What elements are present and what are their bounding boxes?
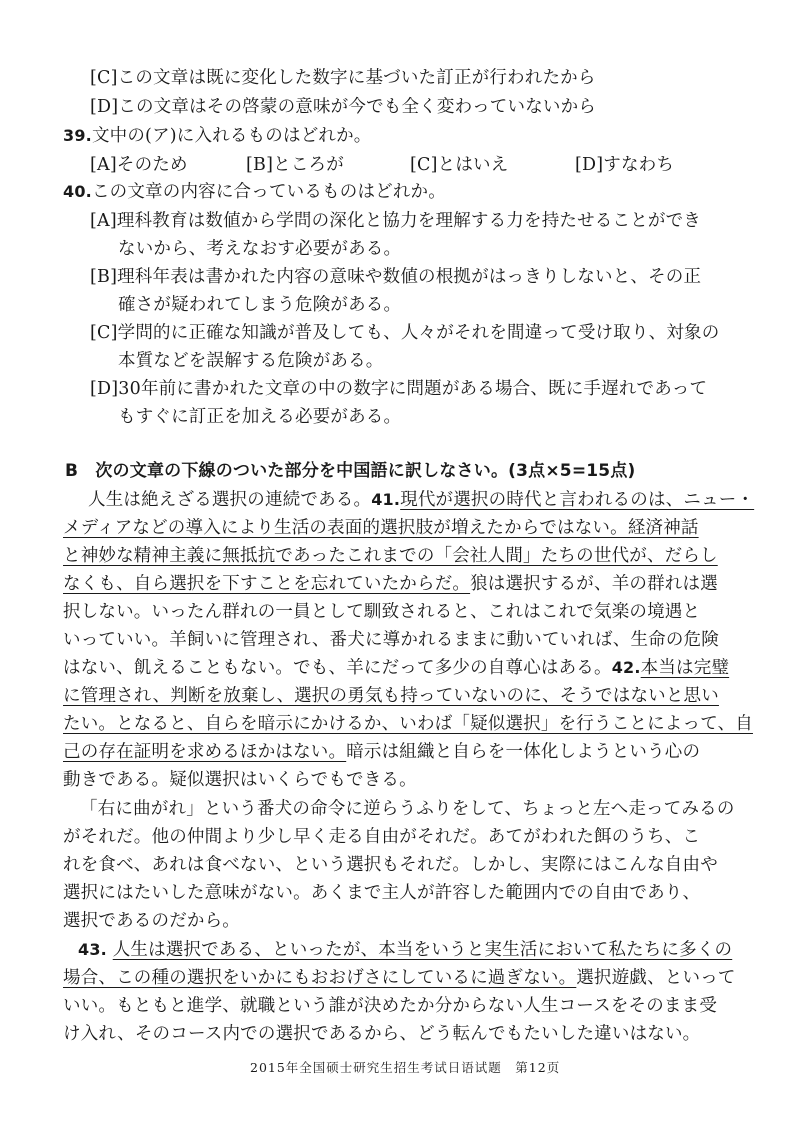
passage-p2-line-4: 選択にはたいした意味がない。あくまで主人が許容した範囲内での自由であり、 bbox=[63, 883, 701, 903]
q39-option-d: [D]すなわち bbox=[575, 155, 675, 175]
passage-text: はない、飢えることもない。でも、羊にだって多少の自尊心はある。 bbox=[63, 658, 612, 678]
q42-underlined-end: 己の存在証明を求めるほかはない。 bbox=[63, 742, 347, 762]
q40-option-a-line1: [A]理科教育は数値から学問の深化と協力を理解する力を持たせることができ bbox=[90, 211, 701, 231]
passage-line-10 bbox=[63, 740, 700, 764]
q41-underlined-end: なくも、自ら選択を下すことを忘れていたからだ。 bbox=[63, 574, 471, 594]
passage-line-11: 動きである。疑似選択はいくらでもできる。 bbox=[63, 770, 417, 790]
q40-stem-line bbox=[63, 180, 446, 204]
passage-text: 選択遊戯、といって bbox=[576, 968, 736, 988]
q40-option-b-line2: 確さが疑われてしまう危険がある。 bbox=[118, 295, 402, 315]
q42-underlined: 本当は完璧 bbox=[640, 658, 730, 678]
q43-number: 43. bbox=[78, 940, 107, 959]
section-b-header: B 次の文章の下線のついた部分を中国語に訳しなさい。(3点×5=15点) bbox=[65, 461, 636, 481]
q39-option-b: [B]ところが bbox=[246, 155, 344, 175]
q40-option-b-line1: [B]理科年表は書かれた内容の意味や数値の根拠がはっきりしないと、その正 bbox=[90, 267, 702, 287]
page-footer: 2015年全国硕士研究生招生考试日语试题 第12页 bbox=[250, 1060, 561, 1075]
passage-text: 暗示は組織と自らを一体化しようという心の bbox=[346, 742, 701, 762]
passage-p3-line-2 bbox=[63, 966, 736, 990]
passage-p3-line-3: いい。もともと進学、就職という誰が決めたか分からない人生コースをそのまま受 bbox=[63, 996, 718, 1016]
q38-option-c: [C]この文章は既に変化した数字に基づいた訂正が行われたから bbox=[90, 68, 596, 88]
q39-stem: 文中の(ア)に入れるものはどれか。 bbox=[91, 126, 372, 146]
q43-underlined: 人生は選択である、といったが、本当をいうと実生活において私たちに多くの bbox=[112, 940, 733, 960]
passage-text: 人生は絶えざる選択の連続である。 bbox=[88, 490, 372, 510]
q40-number: 40. bbox=[63, 182, 92, 201]
passage-line-1 bbox=[88, 488, 754, 512]
passage-p2-line-2: がそれだ。他の仲間より少し早く走る自由がそれだ。あてがわれた餌のうち、こ bbox=[63, 827, 701, 847]
passage-p2-line-1: 「右に曲がれ」という番犬の命令に逆らうふりをして、ちょっと左へ走ってみるの bbox=[80, 799, 735, 819]
q38-option-d: [D]この文章はその啓蒙の意味が今でも全く変わっていないから bbox=[90, 97, 597, 117]
q39-option-c: [C]とはいえ bbox=[410, 155, 509, 175]
passage-p3-line-1 bbox=[78, 938, 732, 962]
passage-line-7 bbox=[63, 656, 729, 680]
q40-option-c-line1: [C]学問的に正確な知識が普及しても、人々がそれを間違って受け取り、対象の bbox=[90, 323, 720, 343]
passage-line-4 bbox=[63, 572, 718, 596]
passage-p3-line-4: け入れ、そのコース内での選択であるから、どう転んでもたいした違いはない。 bbox=[63, 1024, 701, 1044]
passage-p2-line-5: 選択であるのだから。 bbox=[63, 911, 240, 931]
passage-line-9: たい。となると、自らを暗示にかけるか、いわば「疑似選択」を行うことによって、自 bbox=[63, 714, 753, 734]
q40-option-c-line2: 本質などを誤解する危険がある。 bbox=[118, 351, 384, 371]
passage-line-6: いっていい。羊飼いに管理され、番犬に導かれるままに動いていれば、生命の危険 bbox=[63, 630, 719, 650]
q41-underlined: 現代が選択の時代と言われるのは、ニュー・ bbox=[400, 490, 755, 510]
q43-underlined-end: 場合、この種の選択をいかにもおおげさにしているに過ぎない。 bbox=[63, 968, 577, 988]
q39-stem-line bbox=[63, 124, 372, 148]
q40-option-a-line2: ないから、考えなおす必要がある。 bbox=[118, 239, 402, 259]
passage-line-3: と神妙な精神主義に無抵抗であったこれまでの「会社人間」たちの世代が、だらし bbox=[63, 546, 718, 566]
q40-option-d-line1: [D]30年前に書かれた文章の中の数字に問題がある場合、既に手遅れであって bbox=[90, 379, 708, 399]
q39-number: 39. bbox=[63, 126, 92, 145]
q42-number: 42. bbox=[611, 658, 641, 677]
q41-number: 41. bbox=[371, 490, 401, 509]
passage-line-8: に管理され、判断を放棄し、選択の勇気も持っていないのに、そうではないと思い bbox=[63, 686, 719, 706]
passage-line-5: 択しない。いったん群れの一員として馴致されると、これはこれで気楽の境遇と bbox=[63, 602, 701, 622]
passage-line-2: メディアなどの導入により生活の表面的選択肢が増えたからではない。経済神話 bbox=[63, 518, 699, 538]
passage-text: 狼は選択するが、羊の群れは選 bbox=[470, 574, 718, 594]
passage-p2-line-3: れを食べ、あれは食べない、という選択もそれだ。しかし、実際にはこんな自由や bbox=[63, 855, 718, 875]
q39-option-a: [A]そのため bbox=[90, 155, 188, 175]
q40-stem: この文章の内容に合っているものはどれか。 bbox=[91, 182, 446, 202]
q40-option-d-line2: もすぐに訂正を加える必要がある。 bbox=[118, 407, 402, 427]
